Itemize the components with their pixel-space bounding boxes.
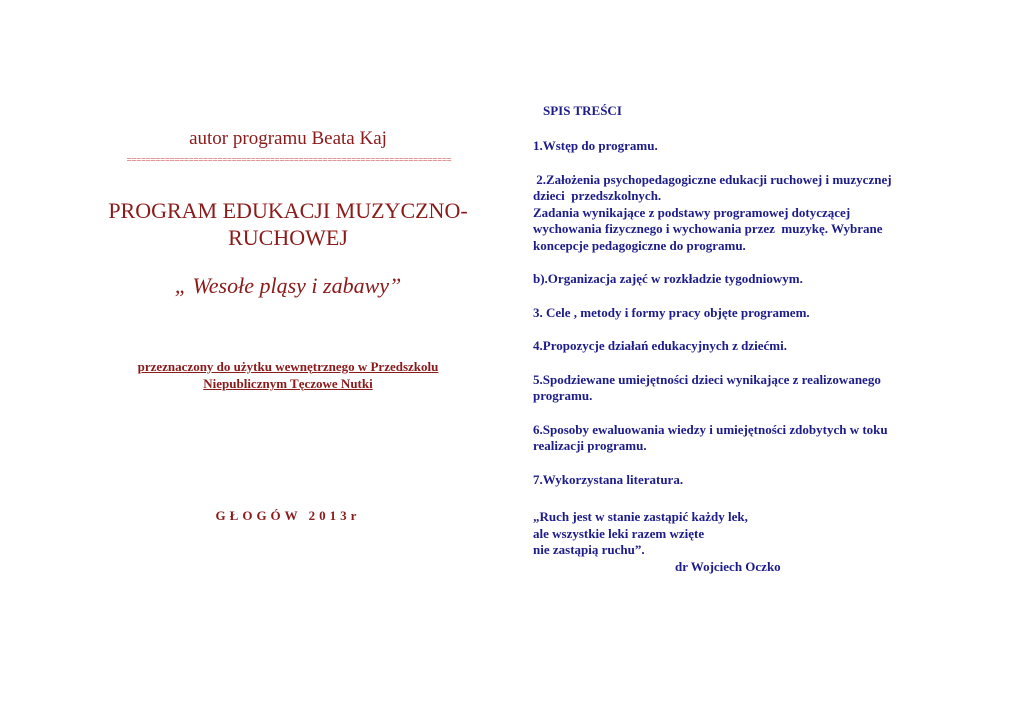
place-year: GŁOGÓW 2013r: [215, 508, 361, 523]
toc-item-line: koncepcje pedagogiczne do programu.: [533, 237, 746, 253]
toc-item-line: 3. Cele , metody i formy pracy objęte programem.: [533, 304, 810, 320]
toc-item: [533, 138, 943, 155]
program-title: [88, 197, 488, 251]
quote-line-3: nie zastąpią ruchu”.: [533, 542, 645, 557]
toc-item: [533, 372, 943, 405]
intended-line-1: przeznaczony do użytku wewnętrznego w Przedszkolu: [137, 359, 439, 374]
toc-list: [533, 138, 943, 505]
toc-item-line: b).Organizacja zajęć w rozkładzie tygodniowym.: [533, 271, 803, 286]
toc-item: [533, 472, 943, 489]
author-line: autor programu Beata Kaj: [189, 128, 387, 149]
toc-item: [533, 305, 943, 322]
intended-use: [88, 358, 488, 392]
toc-item: [533, 172, 943, 255]
toc-item-line: wychowania fizycznego i wychowania przez muzykę. Wybrane: [533, 221, 883, 236]
toc-item: [533, 422, 943, 455]
toc-item-line: 1.Wstęp do programu.: [533, 138, 658, 153]
toc-heading: SPIS TREŚCI: [543, 103, 622, 118]
divider-line: ====================================================================: [126, 155, 452, 165]
program-subtitle: „ Wesołe pląsy i zabawy”: [174, 273, 402, 298]
toc-item-line: 7.Wykorzystana literatura.: [533, 471, 684, 487]
intended-line-2: Niepublicznym Tęczowe Nutki: [203, 376, 373, 391]
toc-item-line: realizacji programu.: [533, 438, 647, 453]
toc-item-line: 6.Sposoby ewaluowania wiedzy i umiejętności zdobytych w toku: [533, 421, 888, 437]
toc-item-line: 2.Założenia psychopedagogiczne edukacji ruchowej i muzycznej: [533, 171, 892, 187]
toc-item-line: 5.Spodziewane umiejętności dzieci wynikające z realizowanego: [533, 371, 881, 387]
title-line-1: PROGRAM EDUKACJI MUZYCZNO-: [108, 198, 468, 223]
quote-line-2: ale wszystkie leki razem wzięte: [533, 525, 705, 541]
toc-item: [533, 338, 943, 355]
toc-item-line: 4.Propozycje działań edukacyjnych z dziećmi.: [533, 338, 787, 353]
title-line-2: RUCHOWEJ: [228, 225, 348, 250]
toc-item-line: programu.: [533, 388, 593, 403]
toc-item: [533, 271, 943, 288]
quote: [533, 509, 943, 575]
toc-item-line: dzieci przedszkolnych.: [533, 188, 662, 203]
quote-line-1: „Ruch jest w stanie zastąpić każdy lek,: [533, 509, 748, 524]
quote-author: dr Wojciech Oczko: [675, 558, 781, 574]
toc-item-line: Zadania wynikające z podstawy programowej dotyczącej: [533, 204, 851, 220]
